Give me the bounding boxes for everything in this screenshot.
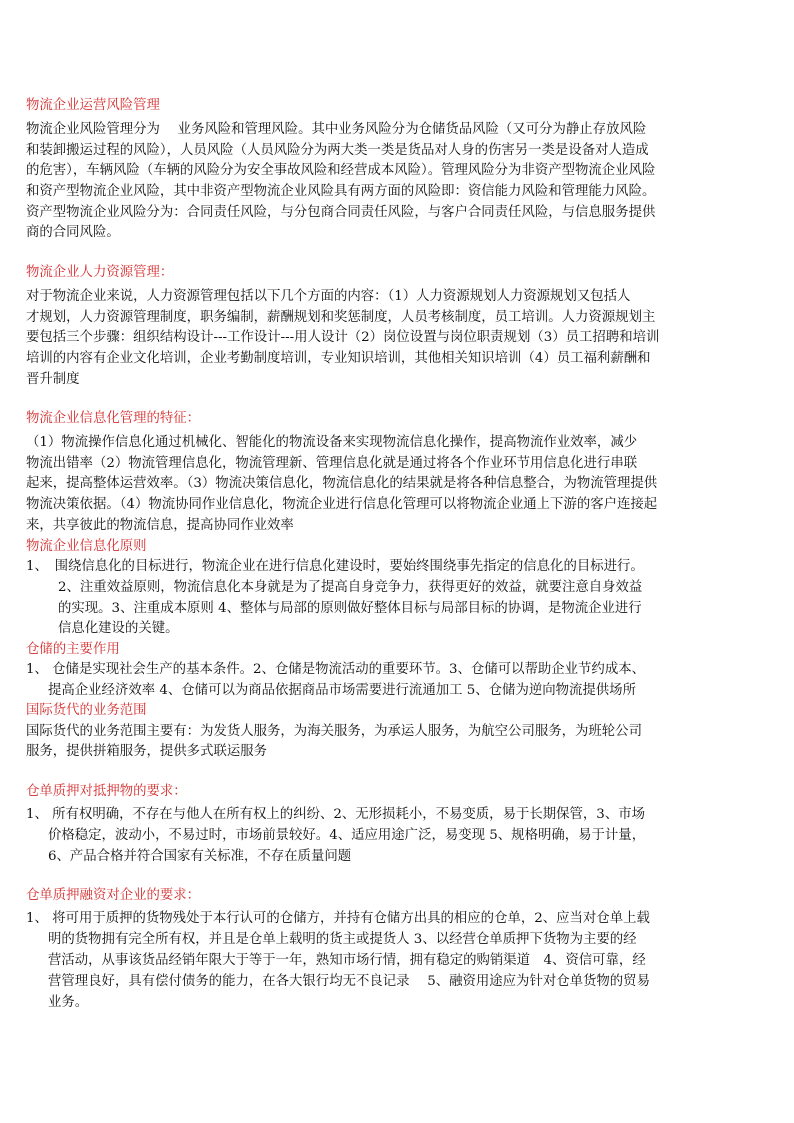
list-item-line: 6、产品合格并符合国家有关标准，不存在质量问题	[48, 849, 352, 864]
list-item-line: 提高企业经济效率 4、仓储可以为商品依据商品市场需要进行流通加工 5、仓储为逆向物流提供场所	[48, 683, 636, 698]
paragraph-line: 起来，提高整体运营效率。（3）物流决策信息化，物流信息化的结果就是将各种信息整合，为物流管理提供	[26, 476, 658, 491]
paragraph-line: 来，共享彼此的物流信息，提高协同作业效率	[26, 518, 294, 533]
list-item-line: 1、 仓储是实现社会生产的基本条件。2、仓储是物流活动的重要环节。3、仓储可以帮助企业节约成本、	[26, 662, 645, 677]
paragraph-line: （1）物流操作信息化通过机械化、智能化的物流设备来实现物流信息化操作，提高物流作业效率，减少	[26, 435, 638, 450]
list-item-line: 2、注重效益原则，物流信息化本身就是为了提高自身竞争力，获得更好的效益，就要注意自身效益	[58, 580, 643, 595]
paragraph-line: 国际货代的业务范围主要有：为发货人服务，为海关服务，为承运人服务，为航空公司服务，为班轮公司	[26, 724, 642, 739]
paragraph-line: 物流出错率（2）物流管理信息化，物流管理新、管理信息化就是通过将各个作业环节用信息化进行串联	[26, 456, 638, 471]
section-heading: 物流企业信息化原则	[26, 539, 147, 554]
paragraph-line: 物流决策依据。（4）物流协同作业信息化，物流企业进行信息化管理可以将物流企业通上下游的客户连接起	[26, 497, 658, 512]
list-item-line: 1、 围绕信息化的目标进行，物流企业在进行信息化建设时，要始终围绕事先指定的信息化的目标进行。	[26, 559, 644, 574]
section-heading: 物流企业运营风险管理	[26, 98, 160, 113]
paragraph-line: 物流企业风险管理分为 业务风险和管理风险。其中业务风险分为仓储货品风险（又可分为静止存放风险	[26, 122, 647, 137]
list-item-line: 明的货物拥有完全所有权，并且是仓单上载明的货主或提货人 3、以经营仓单质押下货物为主要的经	[48, 932, 637, 947]
list-item-line: 价格稳定，波动小，不易过时，市场前景较好。4、适应用途广泛，易变现 5、规格明确，易于计量，	[48, 828, 646, 843]
section-heading: 仓单质押融资对企业的要求：	[26, 888, 201, 903]
paragraph-line: 才规划，人力资源管理制度，职务编制，薪酬规划和奖惩制度，人员考核制度，员工培训。人力资源规划主	[26, 310, 656, 325]
list-item-line: 营管理良好，具有偿付债务的能力，在各大银行均无不良记录 5、融资用途应为针对仓单货物的贸易	[48, 974, 650, 989]
paragraph-line: 晋升制度	[26, 372, 80, 387]
paragraph-line: 和装卸搬运过程的风险），人员风险（人员风险分为两大类一类是货品对人身的伤害另一类是设备对人造成	[26, 143, 649, 158]
paragraph-line: 资产型物流企业风险分为：合同责任风险，与分包商合同责任风险，与客户合同责任风险，与信息服务提供	[26, 205, 656, 220]
list-item-line: 营活动，从事该货品经销年限大于等于一年，熟知市场行情，拥有稳定的购销渠道 4、资信可靠，经	[48, 953, 646, 968]
list-item-line: 1、 将可用于质押的货物残处于本行认可的仓储方，并持有仓储方出具的相应的仓单，2、应当对仓单上载	[26, 911, 650, 926]
section-heading: 仓储的主要作用	[26, 642, 120, 657]
paragraph-line: 的危害），车辆风险（车辆的风险分为安全事故风险和经营成本风险）。管理风险分为非资产型物流企业风险	[26, 163, 656, 178]
paragraph-line: 要包括三个步骤：组织结构设计---工作设计---用人设计（2）岗位设置与岗位职责规划（3）员工招聘和培训	[26, 330, 660, 345]
list-item-line: 的实现。3、注重成本原则 4、整体与局部的原则做好整体目标与局部目标的协调，是物流企业进行	[58, 601, 642, 616]
paragraph-line: 和资产型物流企业风险，其中非资产型物流企业风险具有两方面的风险即：资信能力风险和管理能力风险。	[26, 184, 656, 199]
list-item-line: 信息化建设的关键。	[58, 621, 179, 636]
section-heading: 国际货代的业务范围	[26, 703, 147, 718]
paragraph-line: 培训的内容有企业文化培训，企业考勤制度培训，专业知识培训，其他相关知识培训（4）员工福利薪酬和	[26, 351, 651, 366]
section-heading: 仓单质押对抵押物的要求：	[26, 784, 187, 799]
paragraph-line: 商的合同风险。	[26, 225, 120, 240]
section-heading: 物流企业人力资源管理：	[26, 265, 174, 280]
section-heading: 物流企业信息化管理的特征：	[26, 411, 201, 426]
paragraph-line: 对于物流企业来说，人力资源管理包括以下几个方面的内容：（1）人力资源规划人力资源规划又包括人	[26, 289, 631, 304]
list-item-line: 业务。	[48, 995, 89, 1010]
paragraph-line: 服务，提供拼箱服务，提供多式联运服务	[26, 744, 268, 759]
list-item-line: 1、 所有权明确，不存在与他人在所有权上的纠纷、2、无形损耗小，不易变质，易于长期保管，3、市场	[26, 807, 645, 822]
